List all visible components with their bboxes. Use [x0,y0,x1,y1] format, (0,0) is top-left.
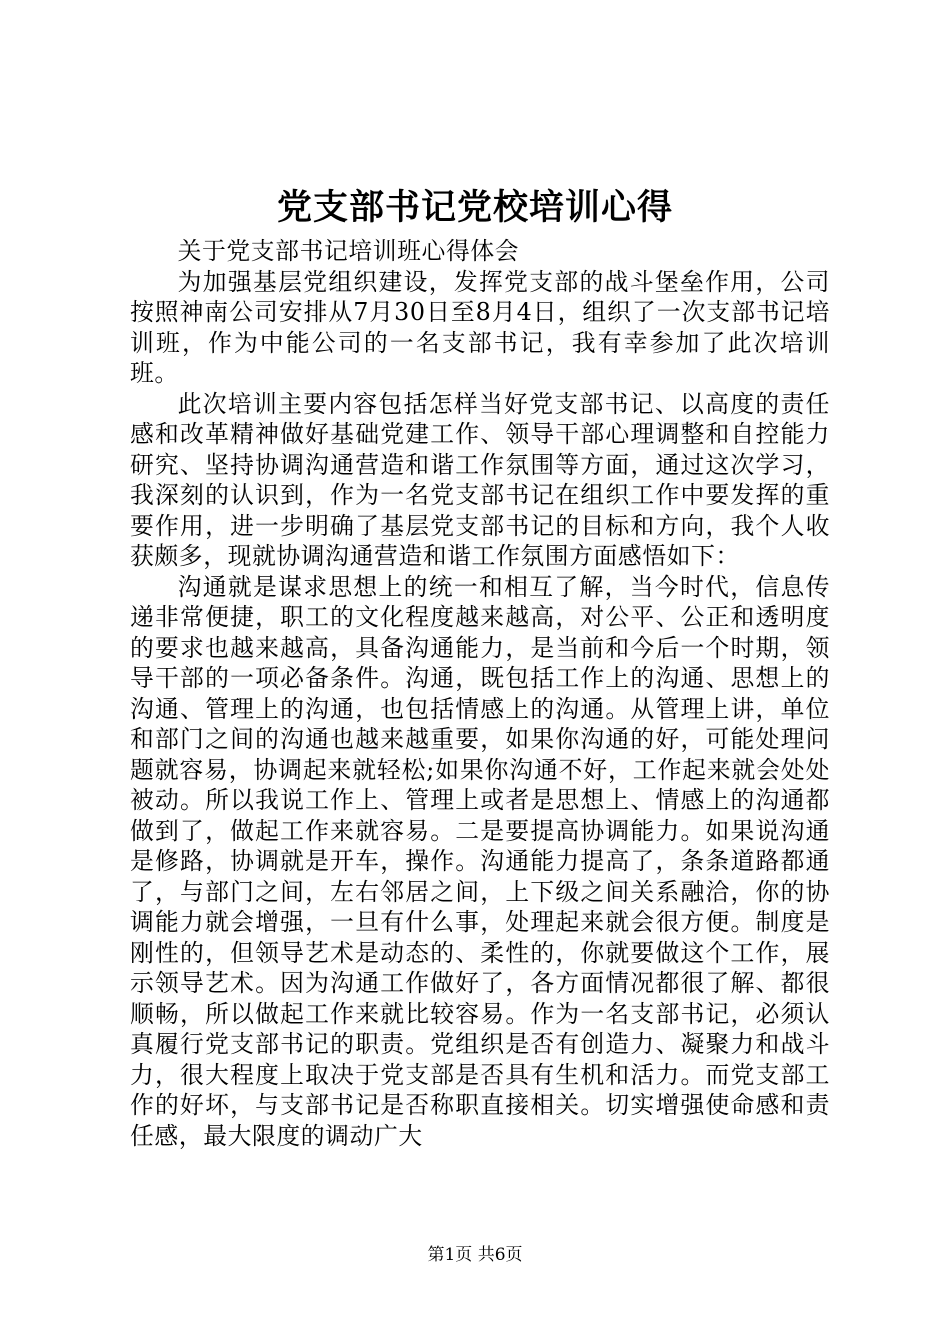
paragraph: 此次培训主要内容包括怎样当好党支部书记、以高度的责任感和改革精神做好基础党建工作、领导干部心理调整和自控能力研究、坚持协调沟通营造和谐工作氛围等方面，通过这次学习，我深刻的认识到，作为一名党支部书记在组织工作中要发挥的重要作用，进一步明确了基层党支部书记的目标和方向，我个人收获颇多，现就协调沟通营造和谐工作氛围方面感悟如下： [130,389,830,570]
paragraph: 沟通就是谋求思想上的统一和相互了解，当今时代，信息传递非常便捷，职工的文化程度越来越高，对公平、公正和透明度的要求也越来越高，具备沟通能力，是当前和今后一个时期，领导干部的一项必备条件。沟通，既包括工作上的沟通、思想上的沟通、管理上的沟通，也包括情感上的沟通。从管理上讲，单位和部门之间的沟通也越来越重要，如果你沟通的好，可能处理问题就容易，协调起来就轻松;如果你沟通不好，工作起来就会处处被动。所以我说工作上、管理上或者是思想上、情感上的沟通都做到了，做起工作来就容易。二是要提高协调能力。如果说沟通是修路，协调就是开车，操作。沟通能力提高了，条条道路都通了，与部门之间，左右邻居之间，上下级之间关系融洽，你的协调能力就会增强，一旦有什么事，处理起来就会很方便。制度是刚性的，但领导艺术是动态的、柔性的，你就要做这个工作，展示领导艺术。因为沟通工作做好了，各方面情况都很了解、都很顺畅，所以做起工作来就比较容易。作为一名支部书记，必须认真履行党支部书记的职责。党组织是否有创造力、凝聚力和战斗力，很大程度上取决于党支部是否具有生机和活力。而党支部工作的好坏，与支部书记是否称职直接相关。切实增强使命感和责任感，最大限度的调动广大 [130,572,830,1150]
document-body [130,236,830,1151]
page-number-footer: 第1页 共6页 [427,1245,523,1265]
document-title: 党支部书记党校培训心得 [276,187,673,228]
paragraph: 为加强基层党组织建设，发挥党支部的战斗堡垒作用，公司按照神南公司安排从7月30日至8月4日，组织了一次支部书记培训班，作为中能公司的一名支部书记，我有幸参加了此次培训班。 [130,267,830,387]
paragraph-subtitle: 关于党支部书记培训班心得体会 [177,237,520,265]
